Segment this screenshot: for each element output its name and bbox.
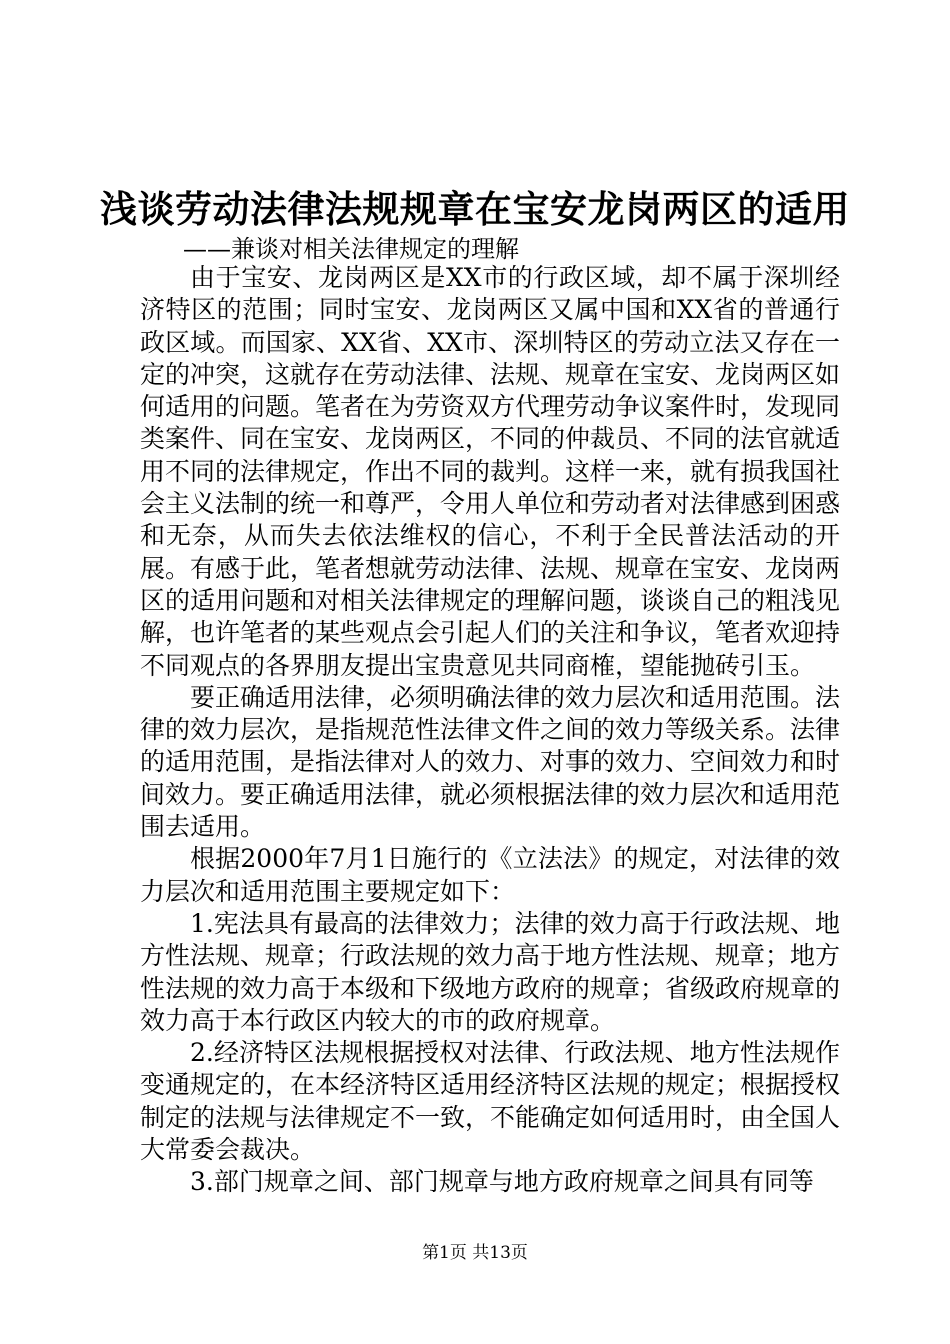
document-body: [140, 262, 840, 1199]
paragraph-item-3: 3.部门规章之间、部门规章与地方政府规章之间具有同等: [190, 1167, 814, 1197]
paragraph-item-2: 2.经济特区法规根据授权对法律、行政法规、地方性法规作变通规定的，在本经济特区适用经济特区法规的规定；根据授权制定的法规与法律规定不一致，不能确定如何适用时，由全国人大常委会裁决。: [140, 1038, 841, 1165]
paragraph-item-1: 1.宪法具有最高的法律效力；法律的效力高于行政法规、地方性法规、规章；行政法规的效力高于地方性法规、规章；地方性法规的效力高于本级和下级地方政府的规章；省级政府规章的效力高于本行政区内较大的市的政府规章。: [140, 908, 841, 1035]
document-subtitle: ——兼谈对相关法律规定的理解: [183, 235, 519, 263]
paragraph-intro: 由于宝安、龙岗两区是XX市的行政区域，却不属于深圳经济特区的范围；同时宝安、龙岗两区又属中国和XX省的普通行政区域。而国家、XX省、XX市、深圳特区的劳动立法又存在一定的冲突，这就存在劳动法律、法规、规章在宝安、龙岗两区如何适用的问题。笔者在为劳资双方代理劳动争议案件时，发现同类案件、同在宝安、龙岗两区，不同的仲裁员、不同的法官就适用不同的法律规定，作出不同的裁判。这样一来，就有损我国社会主义法制的统一和尊严，令用人单位和劳动者对法律感到困惑和无奈，从而失去依法维权的信心，不利于全民普法活动的开展。有感于此，笔者想就劳动法律、法规、规章在宝安、龙岗两区的适用问题和对相关法律规定的理解问题，谈谈自己的粗浅见解，也许笔者的某些观点会引起人们的关注和争议，笔者欢迎持不同观点的各界朋友提出宝贵意见共同商榷，望能抛砖引玉。: [140, 263, 841, 680]
paragraph-effect-levels: 要正确适用法律，必须明确法律的效力层次和适用范围。法律的效力层次，是指规范性法律文件之间的效力等级关系。法律的适用范围，是指法律对人的效力、对事的效力、空间效力和时间效力。要正确适用法律，就必须根据法律的效力层次和适用范围去适用。: [140, 682, 841, 842]
document-title: 浅谈劳动法律法规规章在宝安龙岗两区的适用: [100, 187, 850, 231]
paragraph-legislation-law: 根据2000年7月1日施行的《立法法》的规定，对法律的效力层次和适用范围主要规定如下：: [140, 844, 840, 906]
page-footer: 第1页 共13页: [422, 1243, 528, 1263]
